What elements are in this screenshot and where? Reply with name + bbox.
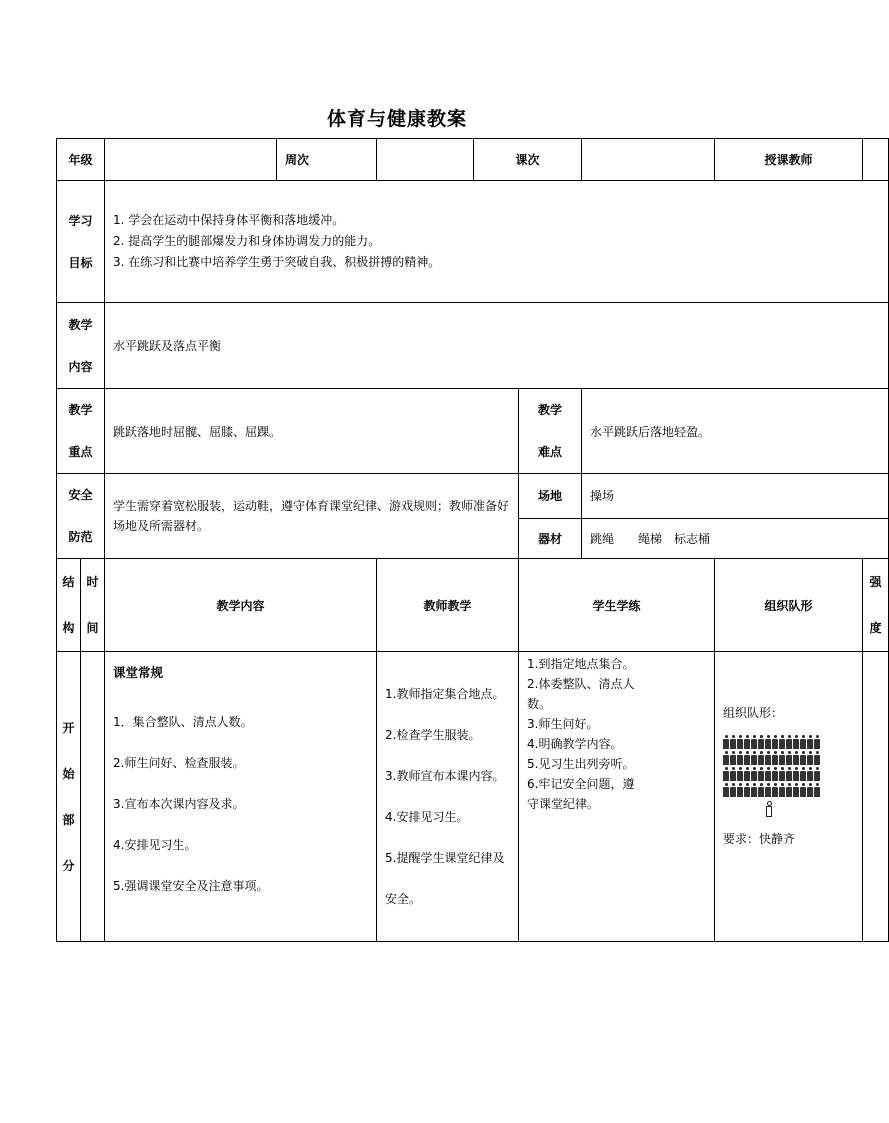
objectives-list [105,181,889,303]
student-icon [765,783,771,798]
student-icon [793,767,799,782]
content-item: 5.强调课堂安全及注意事项。 [113,879,269,893]
student-icon [793,783,799,798]
student-icon [758,767,764,782]
student-icon [800,767,806,782]
objectives-label: 学习 目标 [57,181,105,303]
safety-value: 学生需穿着宽松服装，运动鞋，遵守体育课堂纪律、游戏规则；教师准备好场地及所需器材。 [105,474,519,559]
grade-label: 年级 [57,139,105,181]
student-icon [779,783,785,798]
start-content-cell [105,652,377,942]
student-icon [772,735,778,750]
student-icon [800,783,806,798]
formation-col-header: 组织队形 [715,559,863,652]
formation-row [723,735,858,751]
columns-header-row [57,559,889,652]
student-icon [765,735,771,750]
start-section-row [57,652,889,942]
student-icon [758,735,764,750]
student-item: 守课堂纪律。 [527,797,600,811]
student-icon [730,735,736,750]
student-icon [814,735,820,750]
venue-label: 场地 [519,474,582,519]
student-icon [758,783,764,798]
student-icon [786,783,792,798]
student-item: 1.到指定地点集合。 [527,657,635,671]
student-icon [723,735,729,750]
student-icon [807,751,813,766]
student-icon [786,751,792,766]
student-icon [758,751,764,766]
key-points-label: 教学 重点 [57,389,105,474]
student-icon [751,767,757,782]
student-icon [765,751,771,766]
lesson-plan-table [56,138,889,942]
student-icon [723,767,729,782]
student-icon [807,783,813,798]
student-icon [744,735,750,750]
student-icon [751,751,757,766]
student-icon [751,783,757,798]
content-row [57,303,889,389]
formation-row [723,783,858,799]
formation-label: 组织队形： [723,706,784,720]
start-formation-cell [715,652,863,942]
teacher-item: 4.安排见习生。 [385,810,469,824]
intensity-col-header: 强 度 [863,559,889,652]
student-col-header: 学生学练 [519,559,715,652]
student-item: 3.师生问好。 [527,717,599,731]
student-icon [772,751,778,766]
objective-item: 1. 学会在运动中保持身体平衡和落地缓冲。 [113,213,345,227]
page-title: 体育与健康教案 [326,108,467,130]
student-icon [779,767,785,782]
student-icon [779,751,785,766]
student-icon [744,767,750,782]
student-icon [807,735,813,750]
formation-requirement: 要求：快静齐 [723,832,796,846]
content-item: 3.宣布本次课内容及求。 [113,797,245,811]
start-intensity [863,652,889,942]
lesson-value [582,139,715,181]
structure-col-header: 结 构 [57,559,81,652]
student-item: 6.牢记安全问题，遵 [527,777,635,791]
student-icon [800,751,806,766]
student-icon [737,735,743,750]
grade-value [105,139,277,181]
student-icon [737,767,743,782]
key-points-value: 跳跃落地时屈髋、屈膝、屈踝。 [105,389,519,474]
student-icon [814,783,820,798]
student-item: 2.体委整队、清点人 [527,677,635,691]
teacher-position-icon [765,801,773,816]
student-icon [723,783,729,798]
student-icon [793,751,799,766]
teacher-col-header: 教师教学 [377,559,519,652]
content-title: 课堂常规 [113,665,164,680]
student-icon [786,735,792,750]
equipment-label: 器材 [519,518,582,558]
student-icon [744,783,750,798]
student-item: 数。 [527,697,552,711]
student-icon [772,783,778,798]
teacher-label: 授课教师 [715,139,863,181]
lesson-label: 课次 [474,139,582,181]
objectives-row [57,181,889,303]
content-item: 1．集合整队、清点人数。 [113,715,253,729]
header-row [57,139,889,181]
student-icon [730,783,736,798]
student-icon [786,767,792,782]
student-icon [793,735,799,750]
objective-item: 3. 在练习和比赛中培养学生勇于突破自我、积极拼搏的精神。 [113,255,441,269]
week-value [377,139,474,181]
teacher-item: 5.提醒学生课堂纪律及 [385,851,505,865]
teacher-item: 1.教师指定集合地点。 [385,687,505,701]
difficulty-value: 水平跳跃后落地轻盈。 [582,389,889,474]
student-item: 4.明确教学内容。 [527,737,623,751]
student-icon [814,767,820,782]
student-icon [807,767,813,782]
objective-item: 2. 提高学生的腿部爆发力和身体协调发力的能力。 [113,234,381,248]
student-icon [800,735,806,750]
content-label: 教学 内容 [57,303,105,389]
week-label: 周次 [277,139,377,181]
safety-row-top [57,474,889,519]
student-icon [814,751,820,766]
content-value: 水平跳跃及落点平衡 [105,303,889,389]
start-section-label: 开 始 部 分 [57,652,81,942]
teacher-item: 2.检查学生服装。 [385,728,481,742]
student-icon [730,767,736,782]
safety-label: 安全 防范 [57,474,105,559]
student-icon [751,735,757,750]
venue-value: 操场 [582,474,889,519]
student-icon [730,751,736,766]
content-item: 2.师生问好、检查服装。 [113,756,245,770]
student-icon [765,767,771,782]
content-item: 4.安排见习生。 [113,838,197,852]
start-teacher-cell [377,652,519,942]
equipment-value: 跳绳 绳梯 标志桶 [582,518,889,558]
student-icon [772,767,778,782]
content-col-header: 教学内容 [105,559,377,652]
student-icon [723,751,729,766]
teacher-item: 安全。 [385,892,422,906]
start-student-cell [519,652,715,942]
student-icon [779,735,785,750]
student-icon [737,783,743,798]
teacher-item: 3.教师宣布本课内容。 [385,769,505,783]
student-item: 5.见习生出列旁听。 [527,757,635,771]
formation-diagram [723,735,858,799]
student-icon [744,751,750,766]
start-section-time [81,652,105,942]
key-points-row [57,389,889,474]
teacher-value [863,139,889,181]
student-icon [737,751,743,766]
formation-row [723,751,858,767]
difficulty-label: 教学 难点 [519,389,582,474]
formation-row [723,767,858,783]
time-col-header: 时 间 [81,559,105,652]
